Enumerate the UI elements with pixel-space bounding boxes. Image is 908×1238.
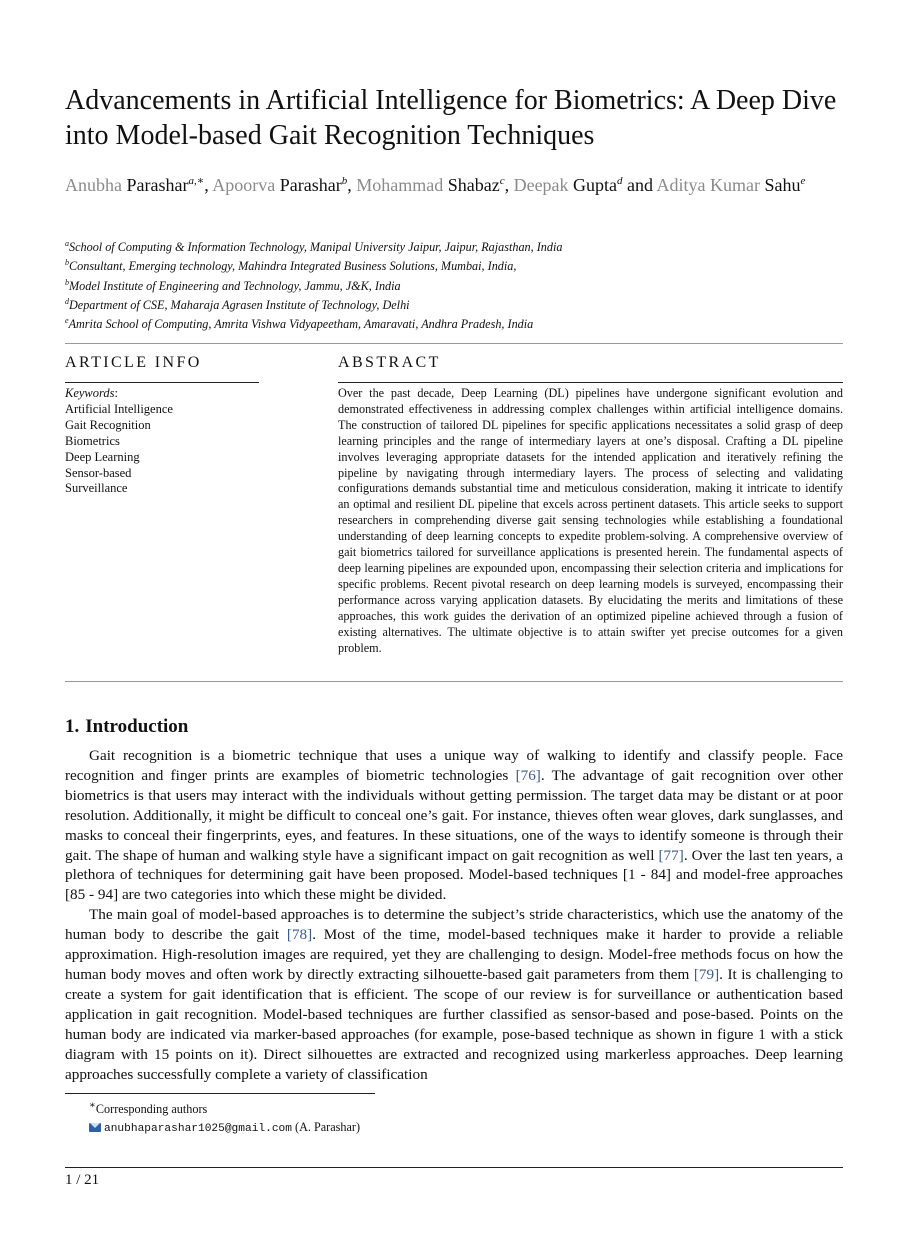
keyword: Deep Learning bbox=[65, 449, 140, 464]
affiliation-text: Amrita School of Computing, Amrita Vishwa Vidyapeetham, Amaravati, Andhra Pradesh, India bbox=[68, 317, 534, 332]
keywords-block: Keywords: Artificial Intelligence Gait Recognition Biometrics Deep Learning Sensor-based Surveillance bbox=[65, 386, 265, 497]
paragraph-text: Gait recognition is a biometric technique that uses a unique way of walking to identify and classify people. Face recognition and finger prints are examples of biometric technologies bbox=[65, 747, 843, 784]
affiliation bbox=[65, 292, 843, 311]
footnote-rule bbox=[65, 1093, 375, 1094]
footer-rule bbox=[65, 1167, 843, 1168]
author-affiliation-mark: a,∗ bbox=[188, 175, 205, 187]
citation-link[interactable]: [77] bbox=[658, 846, 684, 864]
divider bbox=[65, 681, 843, 682]
affiliation bbox=[65, 234, 843, 253]
affiliation bbox=[65, 253, 843, 272]
affiliation bbox=[65, 311, 843, 330]
article-info-rule bbox=[65, 382, 259, 383]
author-separator: and bbox=[622, 175, 657, 195]
keyword: Gait Recognition bbox=[65, 417, 151, 432]
section-number: 1. bbox=[65, 716, 80, 737]
keyword: Surveillance bbox=[65, 481, 128, 496]
citation-link[interactable]: [76] bbox=[515, 766, 541, 784]
paragraph-text: . Over the last ten years, a plethora of techniques for determining gait have been proposed. Model-based techniques [1 - 84] and model-free approaches [85 - 94] are two categories into which these might be divided. bbox=[65, 846, 843, 904]
author-separator: , bbox=[347, 175, 357, 195]
affiliation-list bbox=[65, 234, 843, 330]
author-affiliation-mark: d bbox=[617, 175, 623, 187]
author-family-name: Shabaz bbox=[447, 175, 500, 195]
affiliation-text: Department of CSE, Maharaja Agrasen Institute of Technology, Delhi bbox=[69, 297, 410, 312]
section-heading bbox=[65, 716, 194, 738]
affiliation-mark: d bbox=[65, 296, 69, 306]
citation-link[interactable]: [79] bbox=[693, 965, 720, 983]
affiliation bbox=[65, 273, 843, 292]
paragraph-text: . It is challenging to create a system for gait identification that is efficient. The scope of our review is for surveillance or authentication based application in gait recognition. Model-based techniques are further classified as sensor-based and pose-based. Points on the human body are indicated via marker-based approaches (for example, pose-based technique as shown in figure 1 with a stick diagram with 15 points on it). Direct silhouettes are extracted and recognized using markerless approaches. Deep learning approaches successfully complete a variety of classification bbox=[65, 965, 843, 1083]
affiliation-mark: a bbox=[65, 239, 69, 248]
corresponding-note: Corresponding authors bbox=[95, 1102, 208, 1117]
paragraph-text: The main goal of model-based approaches is to determine the subject’s stride characteristics, which use the anatomy of the human body to describe the gait bbox=[65, 906, 843, 944]
introduction-body bbox=[65, 746, 843, 1084]
author-given-name: Apoorva bbox=[212, 175, 280, 195]
page-number: 1 / 21 bbox=[65, 1172, 100, 1188]
keyword: Artificial Intelligence bbox=[65, 401, 173, 416]
abstract-heading: ABSTRACT bbox=[338, 354, 441, 371]
author-family-name: Gupta bbox=[573, 175, 618, 195]
keyword: Sensor-based bbox=[65, 465, 132, 480]
footnotes bbox=[89, 1097, 360, 1138]
abstract-text: Over the past decade, Deep Learning (DL) pipelines have undergone significant evolution and demonstrated effectiveness in addressing complex challenges within artificial intelligence domains. The construction of tailored DL pipelines for specific applications necessitates a solid grasp of deep learning principles and the range of intermediary layers at one’s disposal. Crafting a DL pipeline involves leveraging appropriate datasets for the intended application and iteratively refining the pipeline by navigating through intermediary layers. The process of selecting and validating configurations demands substantial time and meticulous consideration, making it intricate to identify an optimal and resilient DL pipeline that excels across pertinent datasets. This article seeks to support researchers in comprehending diverse gait sensing technologies while establishing a foundational understanding of deep learning concepts to expedite problem-solving. A comprehensive overview of gait biometrics tailored for surveillance applications is presented herein. The fundamental aspects of deep learning pipelines are expounded upon, encompassing their selection criteria and implications for specific problems. Recent pivotal research on deep learning models is surveyed, encompassing their performance across varying application datasets. By elucidating the merits and limitations of these approaches, this work guides the derivation of an optimized pipeline achieved through a fusion of existing alternatives. The ultimate objective is to attain swifter yet precise outcomes for a given problem. bbox=[338, 386, 843, 655]
keywords-list bbox=[65, 402, 265, 497]
email-owner: (A. Parashar) bbox=[295, 1120, 361, 1135]
affiliation-text: Consultant, Emerging technology, Mahindra Integrated Business Solutions, Mumbai, India, bbox=[69, 259, 517, 274]
author-list bbox=[65, 169, 843, 197]
keywords-label: Keywords bbox=[65, 386, 115, 400]
citation-link[interactable]: [78] bbox=[286, 926, 313, 944]
footnote-mark: ∗ bbox=[89, 1100, 96, 1111]
author-family-name: Parashar bbox=[126, 175, 189, 195]
author-affiliation-mark: e bbox=[800, 175, 806, 187]
author-affiliation-mark: c bbox=[499, 175, 505, 187]
section-title: Introduction bbox=[85, 716, 189, 737]
paragraph-text: . Most of the time, model-based techniques make it harder to provide a reliable approximation. High-resolution images are required, yet they are challenging to design. Model-free methods focus on how the human body moves and often work by directly extracting silhouette-based gait parameters from them bbox=[65, 926, 843, 983]
author-given-name: Mohammad bbox=[356, 175, 448, 195]
author-family-name: Sahu bbox=[764, 175, 801, 195]
affiliation-text: School of Computing & Information Technology, Manipal University Jaipur, Jaipur, Rajasthan, India bbox=[69, 240, 563, 255]
abstract-rule bbox=[338, 382, 843, 383]
paragraph bbox=[65, 905, 843, 1084]
affiliation-mark: b bbox=[65, 258, 69, 268]
affiliation-text: Model Institute of Engineering and Technology, Jammu, J&K, India bbox=[69, 278, 401, 293]
paragraph bbox=[65, 746, 843, 905]
author-given-name: Aditya Kumar bbox=[656, 175, 765, 195]
author-given-name: Anubha bbox=[65, 175, 127, 195]
article-info-heading: ARTICLE INFO bbox=[65, 354, 202, 371]
author-separator: , bbox=[204, 175, 213, 195]
author-separator: , bbox=[504, 175, 514, 195]
keyword: Biometrics bbox=[65, 433, 120, 448]
envelope-icon bbox=[89, 1123, 101, 1132]
affiliation-mark: b bbox=[65, 277, 69, 287]
divider bbox=[65, 343, 843, 344]
author-affiliation-mark: b bbox=[341, 175, 348, 187]
author-given-name: Deepak bbox=[513, 175, 574, 195]
email-link[interactable]: anubhaparashar1025@gmail.com bbox=[104, 1123, 292, 1136]
affiliation-mark: e bbox=[65, 316, 69, 326]
paper-title: Advancements in Artificial Intelligence for Biometrics: A Deep Dive into Model-based Gait Recognition Techniques bbox=[65, 85, 837, 151]
paragraph-text: . The advantage of gait recognition over other biometrics is that users may interact with the individuals without getting permission. The target data may be distant or at poor resolution. Additionally, it might be difficult to conceal one’s gait. For instance, thieves often wear gloves, dark sunglasses, and masks to conceal their fingerprints, eyes, and features. In these situations, one of the ways to identify someone is through their gait. The shape of human and walking style have a significant impact on gait recognition as well bbox=[65, 766, 843, 864]
author-family-name: Parashar bbox=[279, 175, 342, 195]
